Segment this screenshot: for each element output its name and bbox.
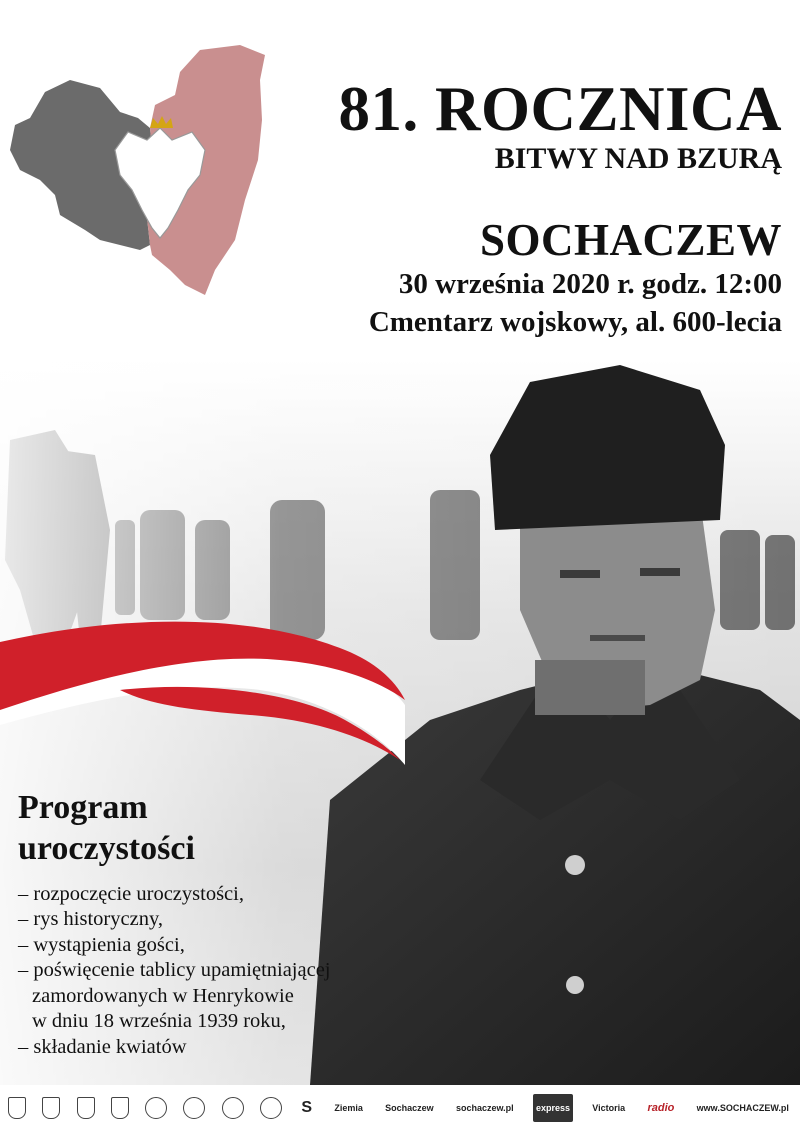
program-title-line1: Program: [18, 789, 148, 826]
sponsor-logo-radio: radio: [647, 1102, 675, 1114]
event-subtitle: BITWY NAD BZURĄ: [494, 142, 782, 175]
program-item: – poświęcenie tablicy upamiętniającej: [18, 959, 331, 982]
sponsor-logo-s: S: [301, 1099, 313, 1116]
sponsor-crest-icon: [42, 1096, 60, 1120]
sponsor-logo-victoria: Victoria: [592, 1103, 626, 1113]
program-title-line2: uroczystości: [18, 829, 195, 867]
program-list: [18, 882, 331, 1061]
sponsor-crest-icon: [77, 1096, 95, 1120]
sponsor-logo-www-sochaczew: www.SOCHACZEW.pl: [696, 1103, 789, 1113]
program-item-continuation: w dniu 18 września 1939 roku,: [32, 1010, 286, 1033]
program-item-continuation: zamordowanych w Henrykowie: [32, 984, 294, 1007]
program-item: – wystąpienia gości,: [18, 933, 185, 956]
event-date-time: 30 września 2020 r. godz. 12:00: [398, 268, 782, 300]
sponsor-roundel-icon: [260, 1096, 282, 1120]
program-item: – rozpoczęcie uroczystości,: [18, 882, 244, 905]
sponsor-roundel-icon: [145, 1096, 167, 1120]
program-item: – składanie kwiatów: [18, 1035, 187, 1058]
sponsor-logo-sochaczew: Sochaczew: [385, 1103, 434, 1113]
sponsor-crest-icon: [8, 1096, 26, 1120]
poland-map-emblem: [0, 0, 300, 310]
title-block: [338, 74, 782, 175]
program-item: – rys historyczny,: [18, 908, 163, 931]
sponsor-crest-icon: [111, 1096, 129, 1120]
event-title: 81. ROCZNICA: [338, 74, 782, 144]
event-city: SOCHACZEW: [479, 215, 782, 265]
sponsor-logo-sochaczew-pl: sochaczew.pl: [455, 1103, 514, 1113]
event-location: Cmentarz wojskowy, al. 600-lecia: [368, 306, 782, 338]
sponsor-logo-ziemia: Ziemia: [334, 1103, 363, 1113]
sponsor-roundel-icon: [183, 1096, 205, 1120]
sponsor-logo-express: express: [533, 1094, 573, 1122]
sponsor-roundel-icon: [222, 1096, 244, 1120]
program-section: [18, 788, 331, 1060]
sponsor-logos: [0, 1085, 800, 1131]
